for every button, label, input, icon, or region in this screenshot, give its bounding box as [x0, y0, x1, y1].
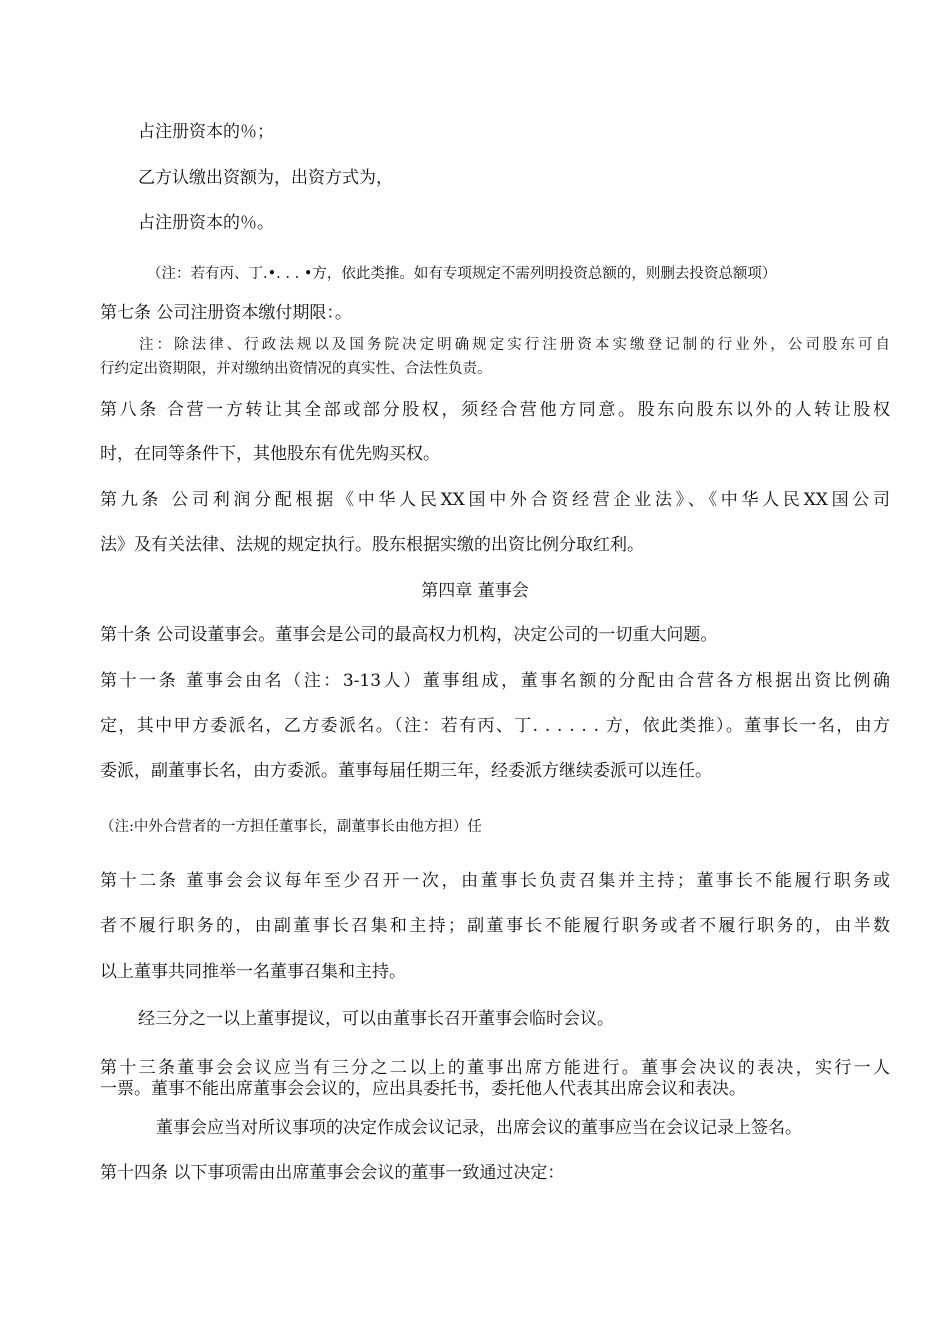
article-7: 第七条 公司注册资本缴付期限：。	[100, 303, 352, 323]
note-line: 行约定出资期限，并对缴纳出资情况的真实性、合法性负责。	[100, 361, 492, 377]
text-line: 占注册资本的％；	[138, 122, 274, 142]
text-line: 董事会应当对所议事项的决定作成会议记录，出席会议的董事应当在会议记录上签名。	[156, 1118, 802, 1138]
text-line: 一票。董事不能出席董事会会议的，应出具委托书，委托他人代表其出席会议和表决。	[100, 1079, 746, 1099]
note-line: （注：若有丙、丁.•. . . •方，依此类推。如有专项规定不需列明投资总额的，则删去投资总额项）	[147, 266, 777, 282]
text-line: 委派，副董事长名，由方委派。董事每届任期三年，经委派方继续委派可以连任。	[100, 761, 712, 781]
chapter-heading: 第四章 董事会	[421, 581, 529, 601]
article-14: 第十四条 以下事项需由出席董事会会议的董事一致通过决定：	[100, 1163, 565, 1183]
article-12: 第十二条 董事会会议每年至少召开一次，由董事长负责召集并主持；董事长不能履行职务或	[100, 871, 890, 891]
text-line: 经三分之一以上董事提议，可以由董事长召开董事会临时会议。	[138, 1009, 614, 1029]
text-line: 占注册资本的％。	[138, 213, 274, 233]
article-10: 第十条 公司设董事会。董事会是公司的最高权力机构，决定公司的一切重大问题。	[100, 625, 718, 645]
text-line: 乙方认缴出资额为，出资方式为，	[138, 168, 393, 188]
note-line: （注:中外合营者的一方担任董事长，副董事长由他方担）任	[100, 819, 482, 835]
text-line: 时，在同等条件下，其他股东有优先购买权。	[100, 444, 440, 464]
note-line: 注：除法律、行政法规以及国务院决定明确规定实行注册资本实缴登记制的行业外，公司股东可自	[139, 337, 890, 353]
text-line: 者不履行职务的，由副董事长召集和主持；副董事长不能履行职务或者不履行职务的，由半数	[100, 916, 890, 936]
text-line: 以上董事共同推举一名董事召集和主持。	[100, 962, 406, 982]
text-line: 法》及有关法律、法规的规定执行。股东根据实缴的出资比例分取红利。	[100, 535, 644, 555]
text-line: 定，其中甲方委派名，乙方委派名。（注：若有丙、丁. . . . . . 方，依此类推）。董事长一名，由方	[100, 716, 890, 736]
article-9: 第九条 公司利润分配根据《中华人民XX国中外合资经营企业法》、《中华人民XX国公司	[100, 490, 890, 510]
article-8: 第八条 合营一方转让其全部或部分股权，须经合营他方同意。股东向股东以外的人转让股权	[100, 400, 890, 420]
article-13: 第十三条董事会会议应当有三分之二以上的董事出席方能进行。董事会决议的表决，实行一人	[100, 1058, 890, 1078]
article-11: 第十一条 董事会由名（注：3-13人）董事组成，董事名额的分配由合营各方根据出资比例确	[100, 671, 890, 691]
